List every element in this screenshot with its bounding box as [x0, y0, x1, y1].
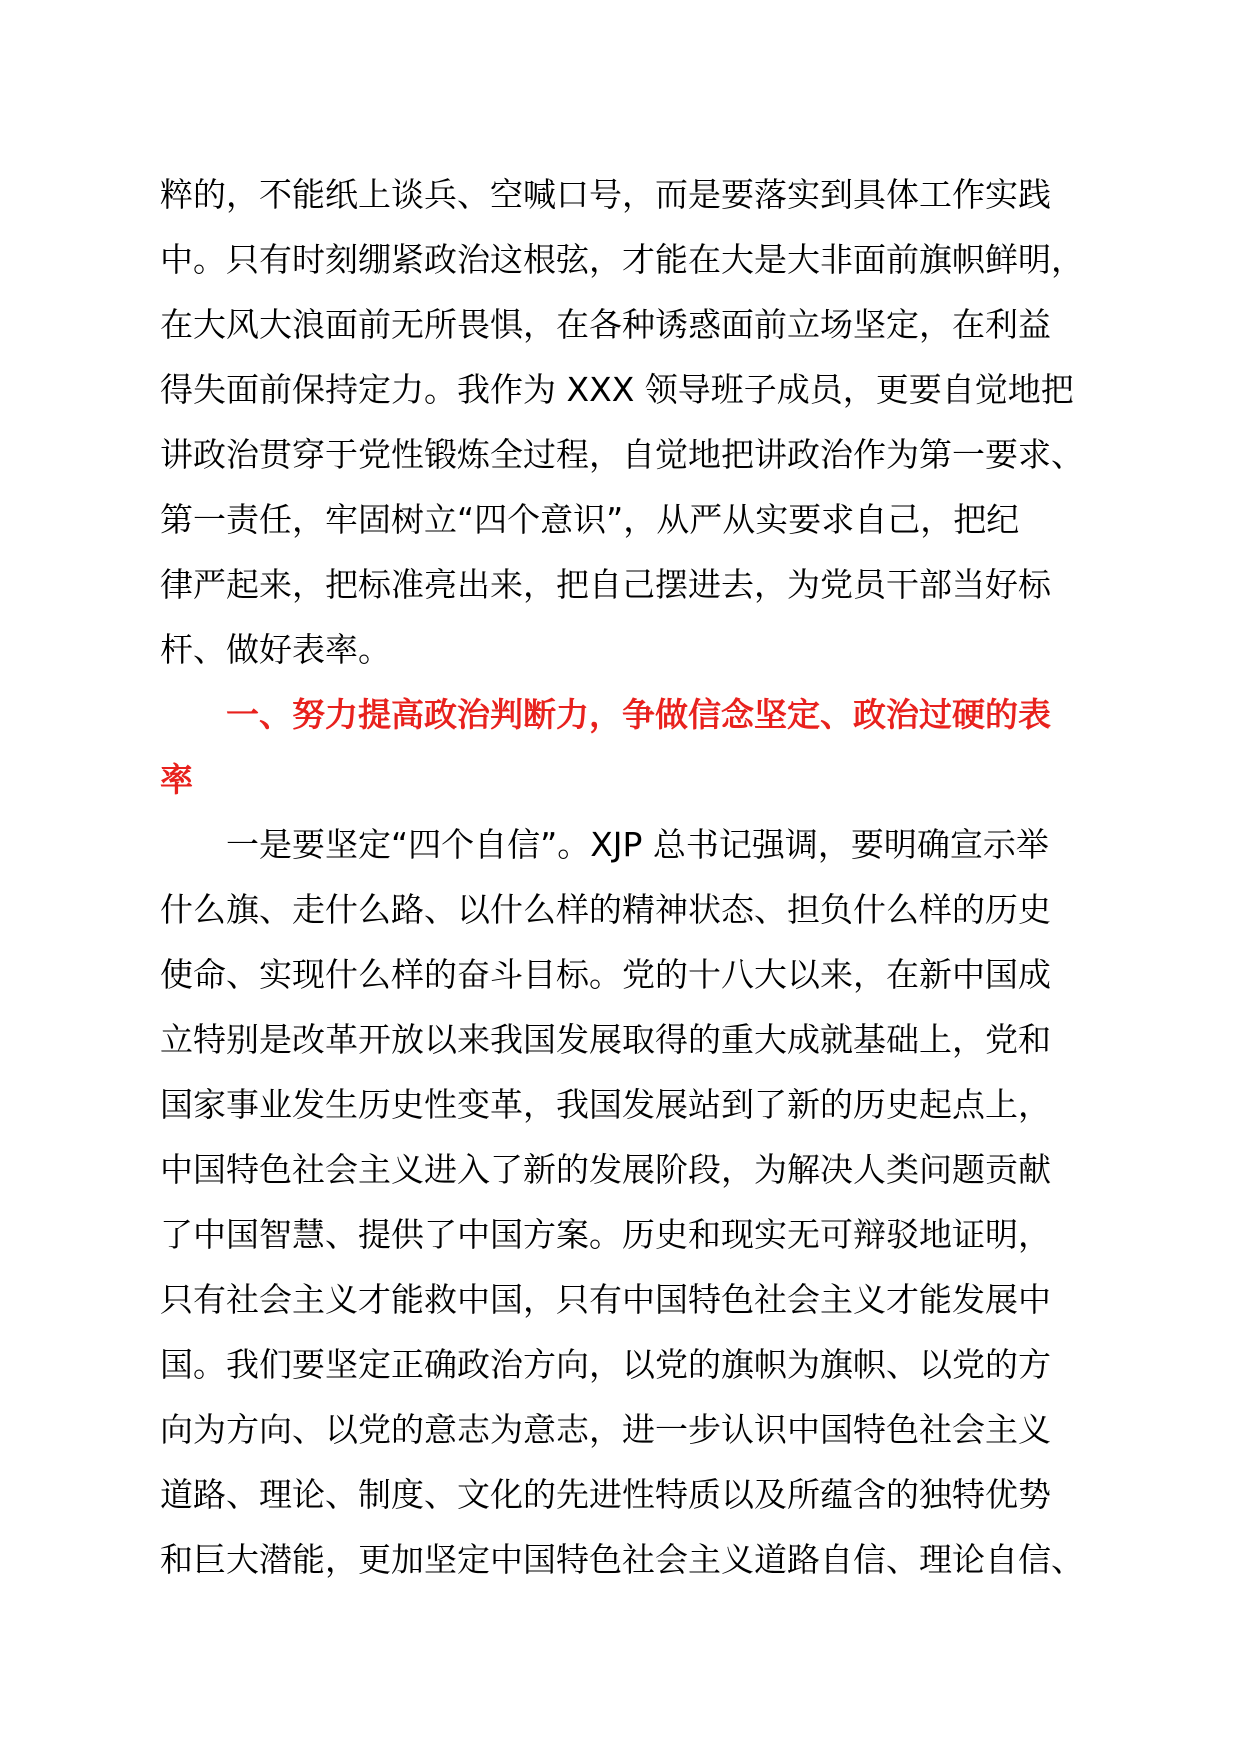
heading-line: 一、努力提高政治判断力，争做信念坚定、政治过硬的表	[226, 695, 1051, 734]
text-line: 中。只有时刻绷紧政治这根弦，才能在大是大非面前旗帜鲜明，	[160, 240, 1084, 279]
text-line: 只有社会主义才能救中国，只有中国特色社会主义才能发展中	[160, 1280, 1051, 1319]
heading-line: 率	[160, 760, 193, 799]
section-heading	[160, 682, 1120, 812]
text-line: 什么旗、走什么路、以什么样的精神状态、担负什么样的历史	[160, 890, 1051, 929]
text-line: 得失面前保持定力。我作为 XXX 领导班子成员，更要自觉地把	[160, 370, 1074, 409]
text-line: 律严起来，把标准亮出来，把自己摆进去，为党员干部当好标	[160, 565, 1051, 604]
text-line: 向为方向、以党的意志为意志，进一步认识中国特色社会主义	[160, 1410, 1051, 1449]
text-line: 一是要坚定“四个自信”。XJP 总书记强调，要明确宣示举	[226, 825, 1049, 864]
text-line: 粹的，不能纸上谈兵、空喊口号，而是要落实到具体工作实践	[160, 175, 1051, 214]
text-line: 在大风大浪面前无所畏惧，在各种诱惑面前立场坚定，在利益	[160, 305, 1051, 344]
text-line: 道路、理论、制度、文化的先进性特质以及所蕴含的独特优势	[160, 1475, 1051, 1514]
body-paragraph	[160, 812, 1120, 1592]
text-line: 国。我们要坚定正确政治方向，以党的旗帜为旗帜、以党的方	[160, 1345, 1051, 1384]
text-line: 和巨大潜能，更加坚定中国特色社会主义道路自信、理论自信、	[160, 1540, 1084, 1579]
intro-paragraph	[160, 162, 1120, 682]
text-line: 第一责任，牢固树立“四个意识”，从严从实要求自己，把纪	[160, 500, 1020, 539]
text-line: 了中国智慧、提供了中国方案。历史和现实无可辩驳地证明，	[160, 1215, 1051, 1254]
text-line: 使命、实现什么样的奋斗目标。党的十八大以来，在新中国成	[160, 955, 1051, 994]
text-line: 立特别是改革开放以来我国发展取得的重大成就基础上，党和	[160, 1020, 1051, 1059]
text-line: 杆、做好表率。	[160, 630, 391, 669]
text-line: 中国特色社会主义进入了新的发展阶段，为解决人类问题贡献	[160, 1150, 1051, 1189]
text-line: 讲政治贯穿于党性锻炼全过程，自觉地把讲政治作为第一要求、	[160, 435, 1084, 474]
text-line: 国家事业发生历史性变革，我国发展站到了新的历史起点上，	[160, 1085, 1051, 1124]
